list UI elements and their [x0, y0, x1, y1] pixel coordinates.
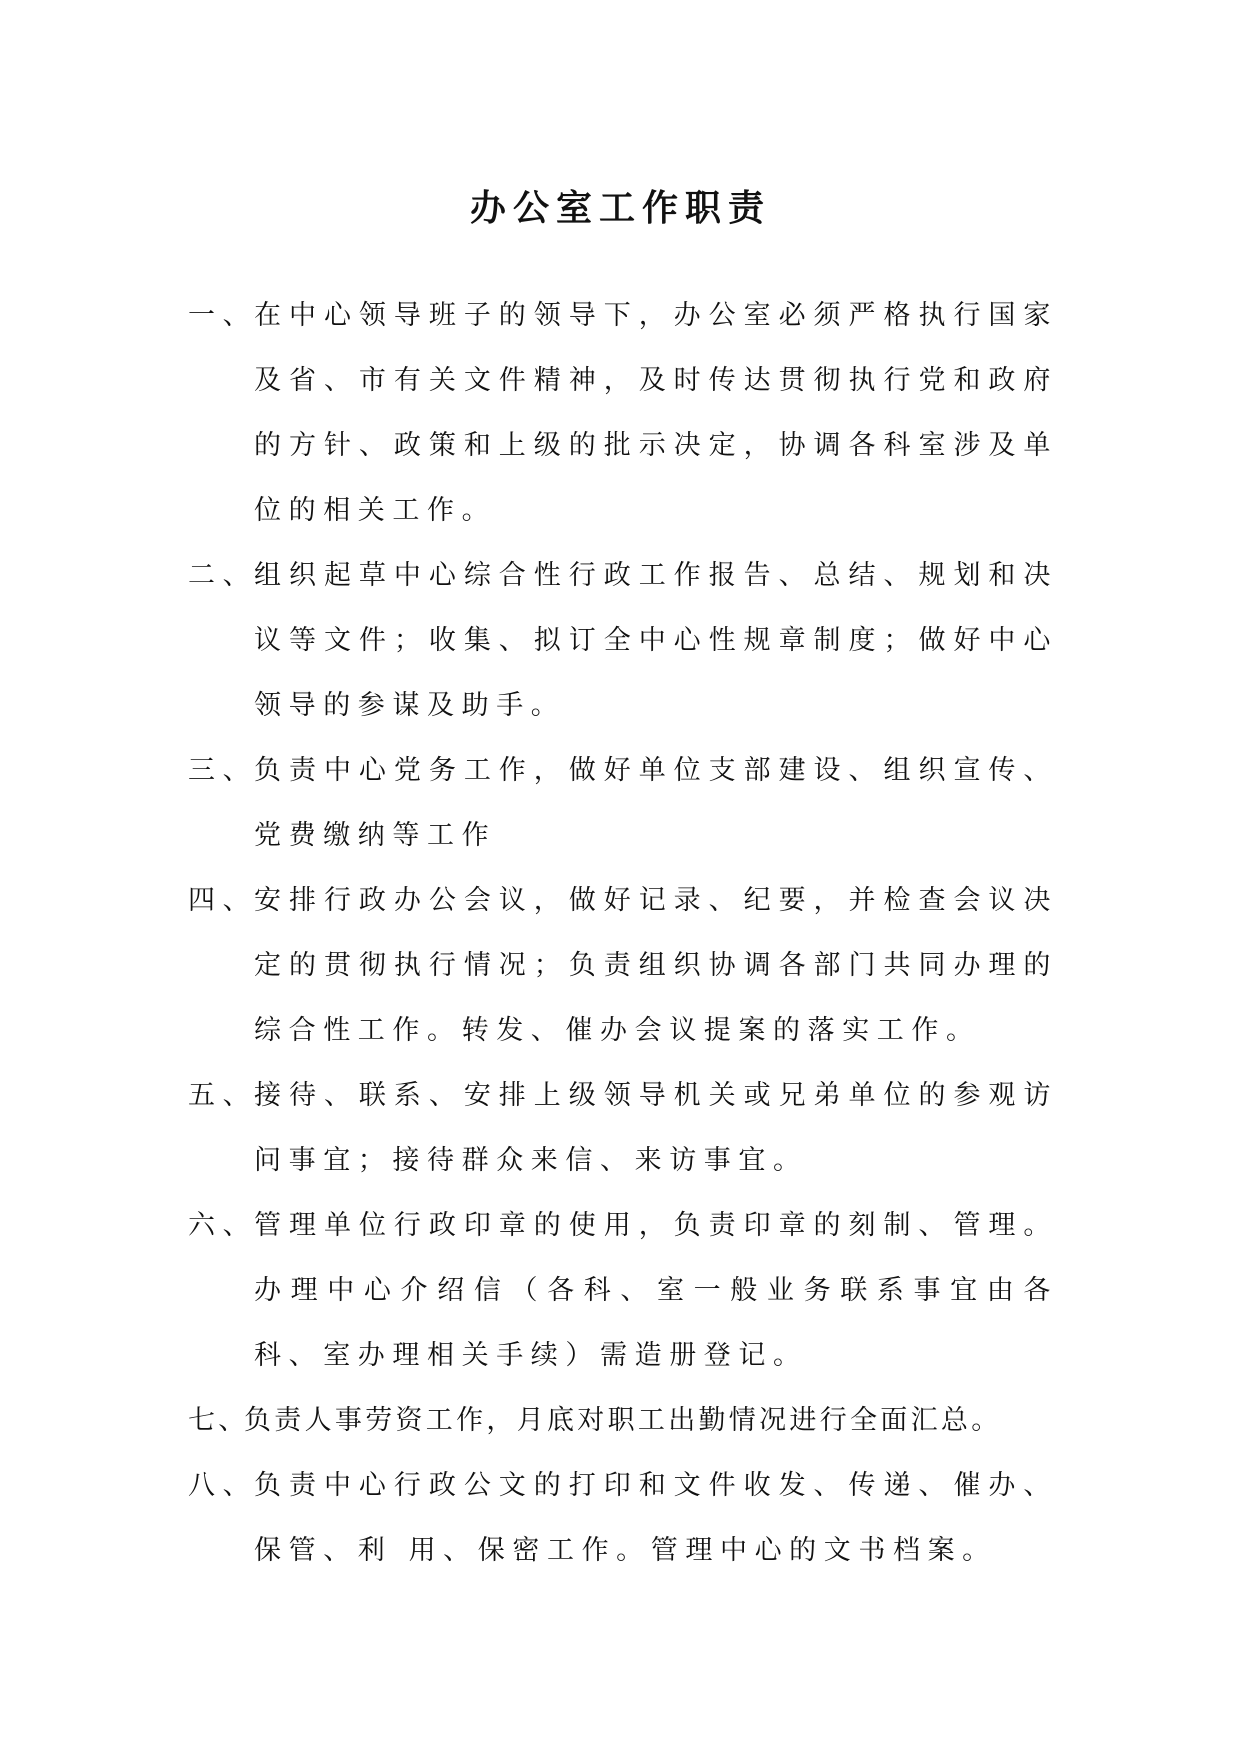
item-marker: 四、 — [188, 885, 258, 916]
list-item — [188, 738, 1058, 868]
item-marker: 八、 — [188, 1470, 258, 1501]
item-text: 在中心领导班子的领导下，办公室必须严格执行国家及省、市有关文件精神，及时传达贯彻执行党和政府的方针、政策和上级的批示决定，协调各科室涉及单位的相关工作。 — [254, 300, 1058, 526]
list-item — [188, 543, 1058, 738]
list-item — [188, 868, 1058, 1063]
item-marker: 七、 — [188, 1405, 249, 1436]
item-text: 接待、联系、安排上级领导机关或兄弟单位的参观访问事宜；接待群众来信、来访事宜。 — [254, 1080, 1058, 1176]
list-item — [188, 283, 1058, 543]
list-item — [188, 1193, 1058, 1388]
item-text: 负责中心行政公文的打印和文件收发、传递、催办、保管、利 用、保密工作。管理中心的文书档案。 — [254, 1470, 1058, 1566]
duty-list — [188, 283, 1058, 1583]
item-text: 负责人事劳资工作，月底对职工出勤情况进行全面汇总。 — [244, 1405, 1002, 1436]
list-item — [188, 1388, 1058, 1453]
list-item — [188, 1063, 1058, 1193]
item-text: 安排行政办公会议，做好记录、纪要，并检查会议决定的贯彻执行情况；负责组织协调各部门共同办理的综合性工作。转发、催办会议提案的落实工作。 — [254, 885, 1058, 1046]
item-marker: 二、 — [188, 560, 258, 591]
item-text: 负责中心党务工作，做好单位支部建设、组织宣传、党费缴纳等工作 — [254, 755, 1058, 851]
item-marker: 一、 — [188, 300, 258, 331]
item-marker: 六、 — [188, 1210, 258, 1241]
list-item — [188, 1453, 1058, 1583]
item-text: 管理单位行政印章的使用，负责印章的刻制、管理。办理中心介绍信（各科、室一般业务联系事宜由各科、室办理相关手续）需造册登记。 — [254, 1210, 1058, 1371]
document-title: 办公室工作职责 — [469, 187, 771, 230]
item-marker: 五、 — [188, 1080, 258, 1111]
item-marker: 三、 — [188, 755, 258, 786]
item-text: 组织起草中心综合性行政工作报告、总结、规划和决议等文件；收集、拟订全中心性规章制度；做好中心领导的参谋及助手。 — [254, 560, 1058, 721]
